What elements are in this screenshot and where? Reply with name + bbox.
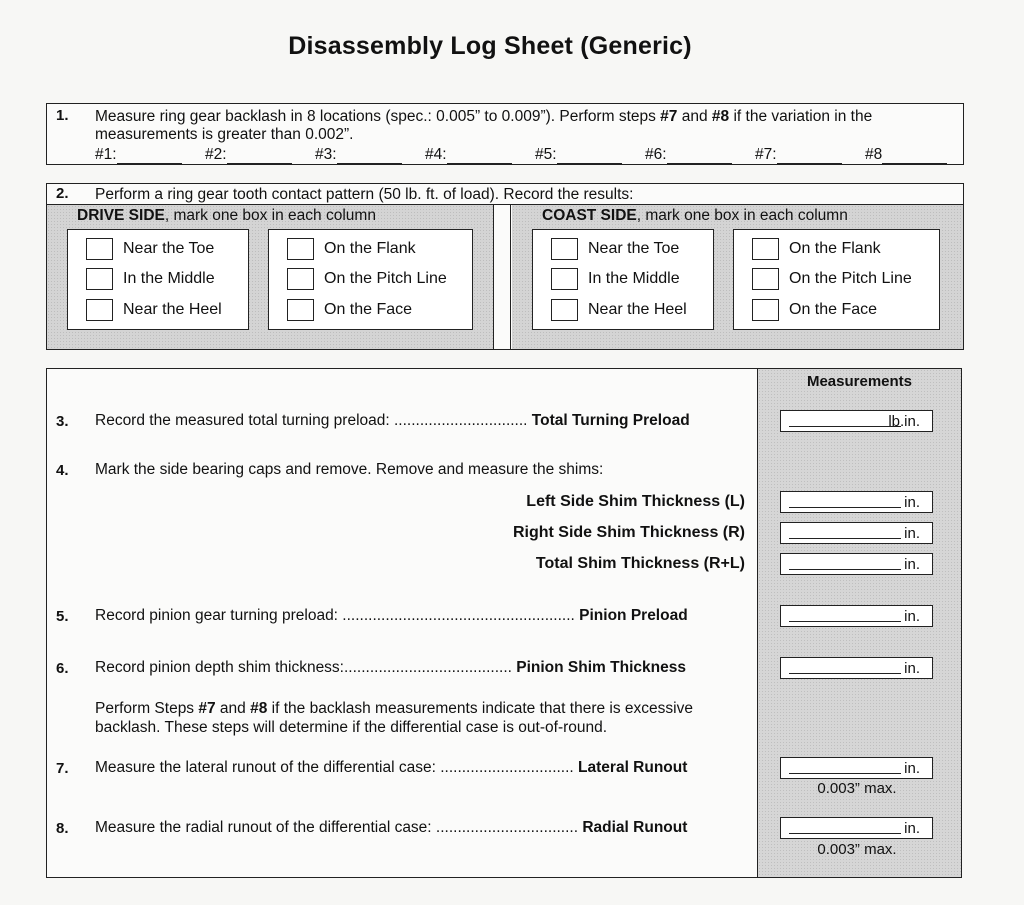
coast-near-toe-option[interactable]: Near the Toe — [551, 238, 679, 260]
checkbox[interactable] — [287, 299, 314, 321]
total-turning-preload-field[interactable]: lb.in. — [780, 410, 933, 432]
total-shim-label: Total Shim Thickness (R+L) — [535, 555, 745, 572]
drive-on-flank-option[interactable]: On the Flank — [287, 238, 416, 260]
drive-surface-group — [268, 229, 473, 330]
step1-box — [46, 103, 964, 165]
radial-runout-field[interactable]: in. — [780, 817, 933, 839]
right-shim-label: Right Side Shim Thickness (R) — [512, 524, 745, 541]
backlash-field-2[interactable]: #2: — [205, 146, 292, 164]
step2-header — [47, 184, 963, 205]
measurements-column — [757, 369, 961, 877]
backlash-field-3[interactable]: #3: — [315, 146, 402, 164]
left-shim-label: Left Side Shim Thickness (L) — [526, 493, 745, 510]
checkbox[interactable] — [86, 299, 113, 321]
page-title: Disassembly Log Sheet (Generic) — [288, 32, 692, 60]
coast-on-face-option[interactable]: On the Face — [752, 299, 877, 321]
coast-in-middle-option[interactable]: In the Middle — [551, 268, 680, 290]
checkbox[interactable] — [86, 268, 113, 290]
drive-near-heel-option[interactable]: Near the Heel — [86, 299, 222, 321]
step1-text-line2: measurements is greater than 0.002”. — [95, 126, 354, 143]
pinion-shim-field[interactable]: in. — [780, 657, 933, 679]
step8-number: 8. — [56, 820, 69, 837]
coast-near-heel-option[interactable]: Near the Heel — [551, 299, 687, 321]
checkbox[interactable] — [752, 299, 779, 321]
step4-number: 4. — [56, 462, 69, 479]
coast-position-group — [532, 229, 714, 330]
checkbox[interactable] — [551, 268, 578, 290]
backlash-field-8[interactable]: #8 — [865, 146, 947, 164]
drive-on-face-option[interactable]: On the Face — [287, 299, 412, 321]
step1-number: 1. — [56, 107, 69, 124]
checkbox[interactable] — [752, 238, 779, 260]
drive-in-middle-option[interactable]: In the Middle — [86, 268, 215, 290]
left-shim-field[interactable]: in. — [780, 491, 933, 513]
backlash-field-7[interactable]: #7: — [755, 146, 842, 164]
drive-position-group — [67, 229, 249, 330]
checkbox[interactable] — [551, 238, 578, 260]
step2-number: 2. — [56, 185, 69, 202]
checkbox[interactable] — [752, 268, 779, 290]
step5-text: Record pinion gear turning preload: ...................................................... Pinion Preload — [95, 607, 688, 624]
drive-side-panel — [47, 205, 493, 349]
step4-text: Mark the side bearing caps and remove. Remove and measure the shims: — [95, 461, 604, 478]
backlash-field-4[interactable]: #4: — [425, 146, 512, 164]
step2-box — [46, 183, 964, 350]
checkbox[interactable] — [287, 238, 314, 260]
step3-number: 3. — [56, 413, 69, 430]
step5-number: 5. — [56, 608, 69, 625]
note-line1: Perform Steps #7 and #8 if the backlash measurements indicate that there is excessive — [95, 700, 693, 717]
total-shim-field[interactable]: in. — [780, 553, 933, 575]
pinion-preload-field[interactable]: in. — [780, 605, 933, 627]
step6-number: 6. — [56, 660, 69, 677]
backlash-field-1[interactable]: #1: — [95, 146, 182, 164]
backlash-field-6[interactable]: #6: — [645, 146, 732, 164]
step7-text: Measure the lateral runout of the differential case: ............................... Lateral Runout — [95, 759, 688, 776]
right-shim-field[interactable]: in. — [780, 522, 933, 544]
lateral-runout-field[interactable]: in. — [780, 757, 933, 779]
checkbox[interactable] — [287, 268, 314, 290]
note-line2: backlash. These steps will determine if the differential case is out-of-round. — [95, 719, 608, 736]
step8-text: Measure the radial runout of the differential case: ................................. Radial Runout — [95, 819, 688, 836]
step2-text: Perform a ring gear tooth contact pattern (50 lb. ft. of load). Record the results: — [95, 186, 634, 203]
radial-runout-max: 0.003” max. — [817, 841, 897, 858]
measurement-section — [46, 368, 962, 878]
step1-text-line1: Measure ring gear backlash in 8 locations (spec.: 0.005” to 0.009”). Perform steps #7 and #8 if the variation in the — [95, 108, 873, 125]
coast-on-flank-option[interactable]: On the Flank — [752, 238, 881, 260]
side-divider — [493, 205, 511, 349]
step3-text: Record the measured total turning preload: ............................... Total Turning Preload — [95, 412, 690, 429]
drive-pitch-line-option[interactable]: On the Pitch Line — [287, 268, 447, 290]
drive-side-title: DRIVE SIDE, mark one box in each column — [77, 207, 376, 224]
drive-near-toe-option[interactable]: Near the Toe — [86, 238, 214, 260]
step6-text: Record pinion depth shim thickness:....................................... Pinion Shim Thickness — [95, 659, 686, 676]
coast-surface-group — [733, 229, 940, 330]
checkbox[interactable] — [551, 299, 578, 321]
coast-side-title: COAST SIDE, mark one box in each column — [542, 207, 848, 224]
checkbox[interactable] — [86, 238, 113, 260]
coast-pitch-line-option[interactable]: On the Pitch Line — [752, 268, 912, 290]
measurements-header: Measurements — [806, 373, 913, 390]
backlash-field-5[interactable]: #5: — [535, 146, 622, 164]
lateral-runout-max: 0.003” max. — [817, 780, 897, 797]
coast-side-panel — [512, 205, 963, 349]
step7-number: 7. — [56, 760, 69, 777]
